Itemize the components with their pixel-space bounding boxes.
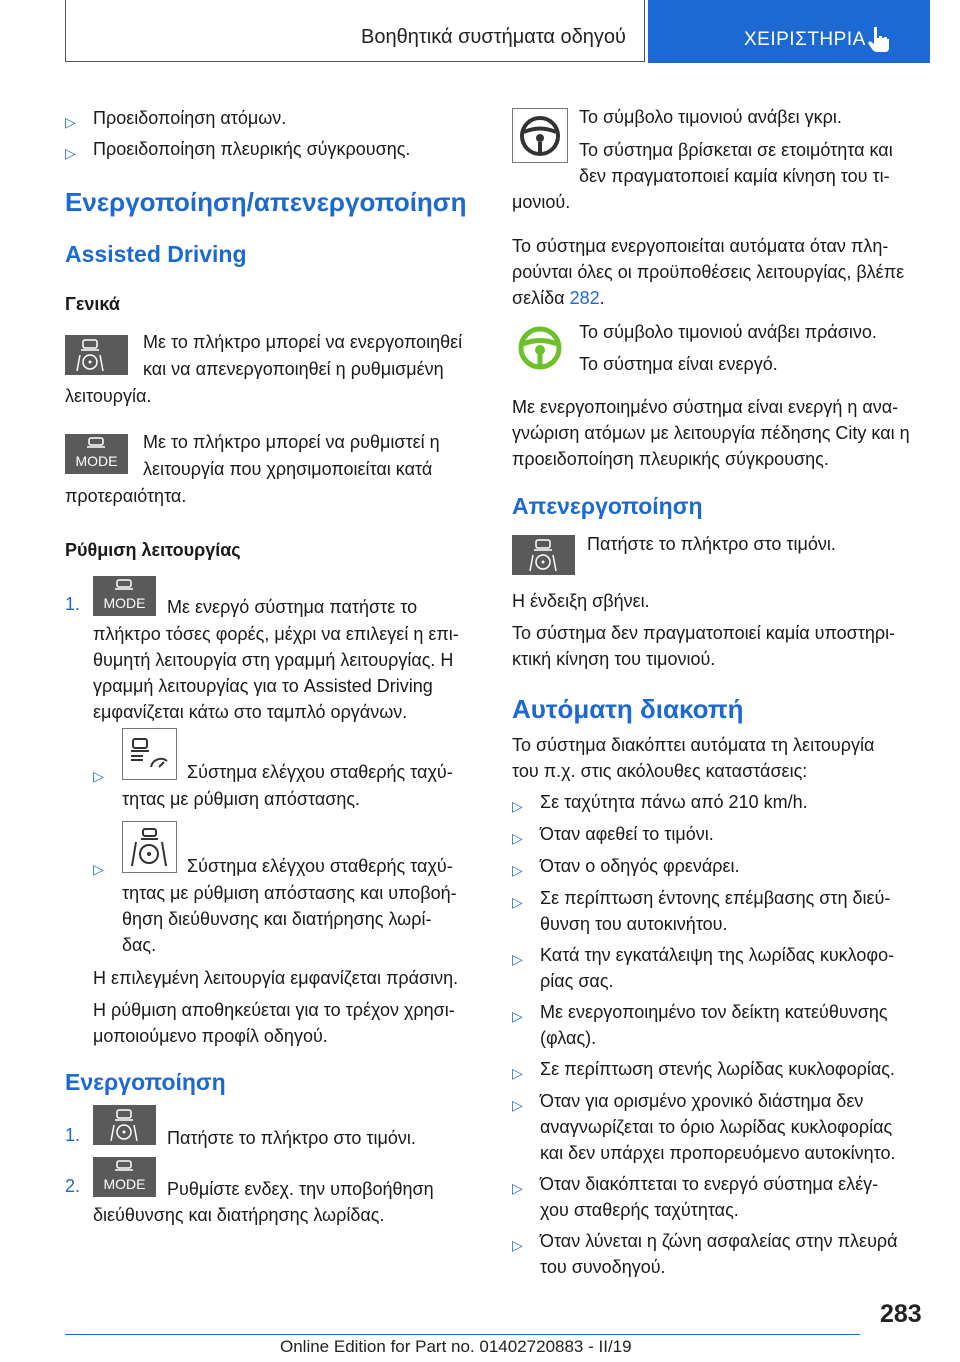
chapter-tab-label: ΧΕΙΡΙΣΤΗΡΙΑ: [744, 29, 866, 50]
bullet-triangle-icon: ▷: [512, 1065, 523, 1081]
paragraph-line: Το σύστημα ενεργοποιείται αυτόματα όταν πλη-: [512, 236, 889, 256]
page-ref-suffix: .: [599, 288, 605, 308]
step-number: 1.: [65, 594, 81, 614]
list-item: Σε περίπτωση έντονης επέμβασης στη διεύ-: [540, 888, 891, 908]
paragraph-line: ρούνται όλες οι προϋποθέσεις λειτουργίας, βλέπε: [512, 262, 905, 282]
paragraph-line: Η επιλεγμένη λειτουργία εμφανίζεται πράσινη.: [93, 968, 459, 988]
section-title: Βοηθητικά συστήματα οδηγού: [361, 26, 626, 48]
steering-assist-button-icon: [65, 335, 128, 375]
paragraph-line: Η ρύθμιση αποθηκεύεται για το τρέχον χρησι-: [93, 1000, 455, 1020]
paragraph-line: και να απενεργοποιηθεί η ρυθμισμένη: [143, 359, 444, 379]
paragraph-line: Με το πλήκτρο μπορεί να ενεργοποιηθεί: [143, 332, 463, 352]
paragraph-line: πλήκτρο τόσες φορές, μέχρι να επιλεγεί η επι-: [93, 624, 459, 644]
bullet-triangle-icon: ▷: [65, 145, 76, 161]
paragraph-line: θυμητή λειτουργία στη γραμμή λειτουργίας. Η: [93, 650, 454, 670]
pointing-hand-icon: [864, 24, 894, 54]
mode-button-icon: [65, 434, 128, 474]
list-item: και δεν υπάρχει προπορευόμενο αυτοκίνητο.: [540, 1143, 896, 1163]
list-item: Με ενεργοποιημένο τον δείκτη κατεύθυνσης: [540, 1002, 888, 1022]
paragraph-line: εμφανίζεται κάτω στο ταμπλό οργάνων.: [93, 702, 408, 722]
paragraph-line: τητας με ρύθμιση απόστασης.: [122, 789, 361, 809]
step-number: 2.: [65, 1176, 81, 1196]
paragraph-line: Το σύστημα διακόπτει αυτόματα τη λειτουργία: [512, 735, 875, 755]
paragraph-line: λειτουργία που χρησιμοποιείται κατά: [143, 459, 433, 479]
heading-activation-deactivation: Ενεργοποίηση/απενεργοποίηση: [65, 187, 467, 217]
list-item: (φλας).: [540, 1028, 597, 1048]
list-item: αναγνωρίζεται το όριο λωρίδας κυκλοφορίας: [540, 1117, 893, 1137]
list-item: Όταν ο οδηγός φρενάρει.: [540, 856, 740, 876]
paragraph-line: του π.χ. στις ακόλουθες καταστάσεις:: [512, 761, 808, 781]
paragraph-line: δας.: [122, 935, 157, 955]
bullet-triangle-icon: ▷: [512, 862, 523, 878]
bullet-triangle-icon: ▷: [512, 798, 523, 814]
mode-label: MODE: [75, 453, 118, 469]
paragraph-line: Το σύστημα βρίσκεται σε ετοιμότητα και: [579, 140, 893, 160]
paragraph-line: γνώριση ατόμων με λειτουργία πέδησης City και η: [512, 423, 910, 443]
heading-activation: Ενεργοποίηση: [65, 1069, 226, 1095]
list-item: Όταν λύνεται η ζώνη ασφαλείας στην πλευρά: [540, 1231, 898, 1251]
paragraph-line: θηση διεύθυνσης και διατήρησης λωρί-: [122, 909, 432, 929]
bullet-triangle-icon: ▷: [93, 768, 104, 784]
steering-assist-button-icon: [512, 535, 575, 575]
paragraph-line: δεν πραγματοποιεί καμία κίνηση του τι-: [579, 166, 890, 186]
step-number: 1.: [65, 1125, 81, 1145]
header-section-box: [65, 0, 645, 62]
paragraph-line: λειτουργία.: [65, 386, 152, 406]
paragraph-line: μονιού.: [512, 192, 571, 212]
paragraph-line: Το σύμβολο τιμονιού ανάβει πράσινο.: [579, 322, 877, 342]
paragraph-line: μοποιούμενο προφίλ οδηγού.: [93, 1026, 328, 1046]
page-link[interactable]: 282: [569, 288, 600, 308]
list-item: χου σταθερής ταχύτητας.: [540, 1200, 739, 1220]
bullet-triangle-icon: ▷: [512, 1097, 523, 1113]
list-item: Σε περίπτωση στενής λωρίδας κυκλοφορίας.: [540, 1059, 895, 1079]
paragraph-line: Το σύστημα δεν πραγματοποιεί καμία υποστηρι-: [512, 623, 896, 643]
list-item: Προειδοποίηση πλευρικής σύγκρουσης.: [93, 139, 411, 159]
paragraph-line: Η ένδειξη σβήνει.: [512, 591, 650, 611]
paragraph-line: Πατήστε το πλήκτρο στο τιμόνι.: [587, 534, 836, 554]
bullet-triangle-icon: ▷: [65, 114, 76, 130]
heading-function-setting: Ρύθμιση λειτουργίας: [65, 540, 241, 560]
chapter-tab: [648, 0, 930, 63]
bullet-triangle-icon: ▷: [93, 861, 104, 877]
paragraph-line: Πατήστε το πλήκτρο στο τιμόνι.: [167, 1128, 416, 1148]
bullet-triangle-icon: ▷: [512, 830, 523, 846]
paragraph-line: Με το πλήκτρο μπορεί να ρυθμιστεί η: [143, 432, 440, 452]
edition-text: Online Edition for Part no. 01402720883 - II/19: [280, 1337, 632, 1356]
list-item: Όταν αφεθεί το τιμόνι.: [540, 824, 714, 844]
steering-wheel-gray-icon: [512, 108, 568, 163]
paragraph-line: προτεραιότητα.: [65, 486, 187, 506]
paragraph-line: Το σύμβολο τιμονιού ανάβει γκρι.: [579, 107, 842, 127]
bullet-triangle-icon: ▷: [512, 951, 523, 967]
paragraph-line: Με ενεργοποιημένο σύστημα είναι ενεργή η ανα-: [512, 397, 899, 417]
steering-wheel-green-icon: [512, 320, 568, 376]
paragraph-line: τητας με ρύθμιση απόστασης και υποβοή-: [122, 883, 457, 903]
steering-assist-button-icon: [93, 1105, 156, 1145]
bullet-triangle-icon: ▷: [512, 894, 523, 910]
cruise-control-distance-icon: [122, 728, 177, 780]
heading-deactivation: Απενεργοποίηση: [512, 493, 703, 519]
mode-label: MODE: [103, 1176, 146, 1192]
page-ref-prefix: σελίδα: [512, 288, 570, 308]
mode-label: MODE: [103, 595, 146, 611]
paragraph-line: διεύθυνσης και διατήρησης λωρίδας.: [93, 1205, 385, 1225]
bullet-triangle-icon: ▷: [512, 1237, 523, 1253]
list-item: Κατά την εγκατάλειψη της λωρίδας κυκλοφο-: [540, 945, 895, 965]
mode-button-icon: [93, 1157, 156, 1197]
paragraph-line: [512, 284, 605, 312]
paragraph-line: κτική κίνηση του τιμονιού.: [512, 649, 716, 669]
bullet-triangle-icon: ▷: [512, 1008, 523, 1024]
paragraph-line: Το σύστημα είναι ενεργό.: [579, 354, 778, 374]
heading-assisted-driving: Assisted Driving: [65, 241, 247, 267]
paragraph-line: Ρυθμίστε ενδεχ. την υποβοήθηση: [167, 1179, 434, 1199]
page-header: [65, 0, 930, 63]
paragraph-line: Σύστημα ελέγχου σταθερής ταχύ-: [187, 856, 453, 876]
list-item: θυνση του αυτοκινήτου.: [540, 914, 728, 934]
list-item: του συνοδηγού.: [540, 1257, 666, 1277]
list-item: Προειδοποίηση ατόμων.: [93, 108, 287, 128]
paragraph-line: Σύστημα ελέγχου σταθερής ταχύ-: [187, 762, 453, 782]
cruise-steering-assist-icon: [122, 821, 177, 873]
footer-divider: [65, 1334, 860, 1335]
page-number: 283: [880, 1300, 922, 1328]
heading-general: Γενικά: [65, 294, 120, 314]
list-item: Σε ταχύτητα πάνω από 210 km/h.: [540, 792, 808, 812]
list-item: ρίας σας.: [540, 971, 614, 991]
list-item: Όταν διακόπτεται το ενεργό σύστημα ελέγ-: [540, 1174, 879, 1194]
list-item: Όταν για ορισμένο χρονικό διάστημα δεν: [540, 1091, 864, 1111]
bullet-triangle-icon: ▷: [512, 1180, 523, 1196]
heading-automatic-interruption: Αυτόματη διακοπή: [512, 694, 744, 724]
mode-button-icon: [93, 576, 156, 616]
paragraph-line: προειδοποίηση πλευρικής σύγκρουσης.: [512, 449, 829, 469]
paragraph-line: Με ενεργό σύστημα πατήστε το: [167, 597, 418, 617]
paragraph-line: γραμμή λειτουργίας για το Assisted Driving: [93, 676, 433, 696]
